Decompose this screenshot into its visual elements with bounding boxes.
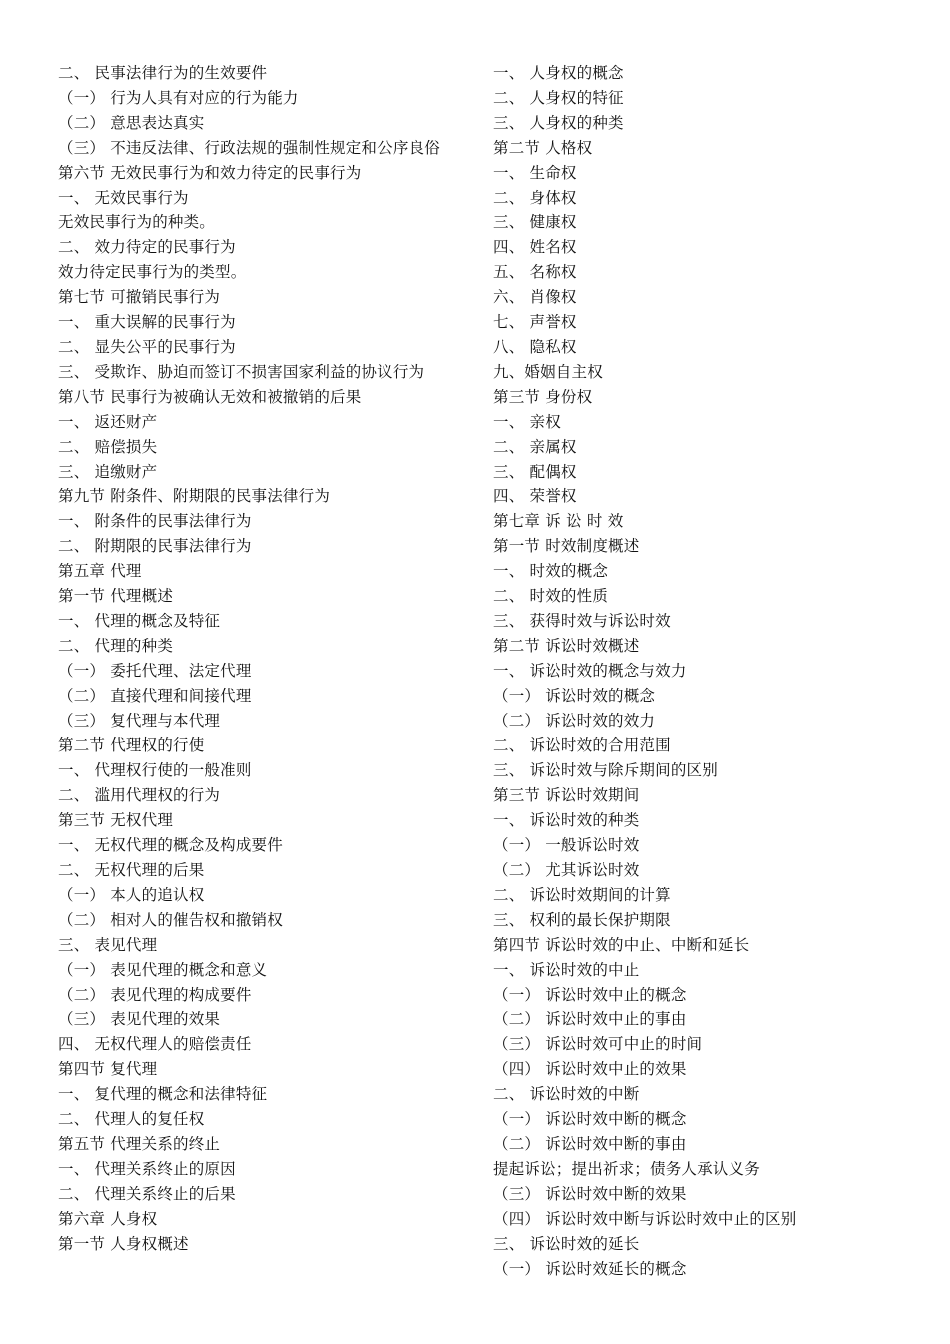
outline-line: 第二节 诉讼时效概述 — [493, 636, 640, 655]
outline-line: （一） 诉讼时效中断的概念 — [493, 1110, 687, 1129]
outline-line: 二、 民事法律行为的生效要件 — [58, 64, 268, 82]
outline-line: 一、 重大误解的民事行为 — [58, 313, 236, 332]
outline-line: 三、 获得时效与诉讼时效 — [493, 611, 671, 630]
outline-line: 三、 表见代理 — [58, 935, 158, 954]
outline-line: 第五章 代理 — [58, 562, 142, 581]
right-column — [493, 61, 913, 1281]
outline-line: 第九节 附条件、附期限的民事法律行为 — [58, 487, 331, 506]
outline-line: 二、 诉讼时效的合用范围 — [493, 736, 671, 755]
outline-line: 二、 代理的种类 — [58, 636, 174, 655]
outline-line: 三、 诉讼时效的延长 — [493, 1234, 640, 1253]
outline-line: 一、 复代理的概念和法律特征 — [58, 1085, 268, 1104]
outline-line: 二、 滥用代理权的行为 — [58, 786, 221, 805]
outline-line: 二、 显失公平的民事行为 — [58, 337, 236, 356]
outline-line: 一、 返还财产 — [58, 412, 158, 431]
outline-line: （三） 不违反法律、行政法规的强制性规定和公序良俗 — [58, 138, 440, 157]
outline-line: 一、 时效的概念 — [493, 562, 609, 581]
outline-line: （二） 相对人的催告权和撤销权 — [58, 910, 283, 929]
outline-line: 二、 代理关系终止的后果 — [58, 1184, 236, 1203]
outline-line: （一） 诉讼时效的概念 — [493, 686, 656, 705]
outline-line: 一、 生命权 — [493, 163, 577, 182]
outline-line: （一） 委托代理、法定代理 — [58, 661, 252, 680]
outline-line: （二） 直接代理和间接代理 — [58, 686, 252, 705]
outline-line: （一） 本人的追认权 — [58, 885, 205, 904]
outline-line: 第二节 代理权的行使 — [58, 736, 205, 755]
outline-line: 一、 无效民事行为 — [58, 188, 189, 207]
outline-line: 三、 配偶权 — [493, 462, 577, 481]
outline-line: （二） 诉讼时效中止的事由 — [493, 1010, 687, 1029]
outline-line: 二、 诉讼时效期间的计算 — [493, 885, 671, 904]
outline-line: 三、 权利的最长保护期限 — [493, 910, 671, 929]
outline-line: 第四节 复代理 — [58, 1060, 158, 1079]
outline-line: 第六章 人身权 — [58, 1209, 158, 1228]
outline-line: 三、 健康权 — [493, 213, 577, 232]
outline-line: （二） 尤其诉讼时效 — [493, 861, 640, 879]
outline-line: （四） 诉讼时效中断与诉讼时效中止的区别 — [493, 1209, 797, 1228]
outline-line: 一、 附条件的民事法律行为 — [58, 512, 252, 531]
outline-line: 九、婚姻自主权 — [493, 362, 603, 381]
outline-line: 一、 诉讼时效的概念与效力 — [493, 661, 687, 680]
outline-line: 第一节 代理概述 — [58, 587, 174, 606]
outline-line: 三、 诉讼时效与除斥期间的区别 — [493, 761, 718, 780]
outline-line: （三） 表见代理的效果 — [58, 1010, 221, 1029]
outline-line: （二） 表见代理的构成要件 — [58, 985, 252, 1004]
outline-line: 二、 诉讼时效的中断 — [493, 1085, 640, 1104]
outline-line: 二、 附期限的民事法律行为 — [58, 537, 252, 556]
outline-line: 第四节 诉讼时效的中止、中断和延长 — [493, 935, 750, 954]
outline-line: 二、 代理人的复任权 — [58, 1110, 205, 1129]
outline-line: 二、 亲属权 — [493, 437, 577, 456]
outline-line: （三） 复代理与本代理 — [58, 711, 221, 730]
outline-line: 二、 人身权的特征 — [493, 88, 624, 107]
outline-line: 二、 效力待定的民事行为 — [58, 238, 236, 257]
outline-line: 一、 人身权的概念 — [493, 64, 624, 82]
outline-line: （三） 诉讼时效中断的效果 — [493, 1184, 687, 1203]
outline-line: 效力待定民事行为的类型。 — [58, 263, 247, 282]
outline-line: 八、 隐私权 — [493, 337, 577, 356]
outline-line: 一、 代理权行使的一般准则 — [58, 761, 252, 780]
outline-line: 三、 追缴财产 — [58, 462, 158, 481]
outline-line: 一、 诉讼时效的中止 — [493, 960, 640, 979]
outline-line: 第二节 人格权 — [493, 138, 593, 157]
outline-line: （一） 表见代理的概念和意义 — [58, 960, 268, 979]
outline-line: 四、 姓名权 — [493, 238, 577, 257]
outline-line: 无效民事行为的种类。 — [58, 213, 216, 232]
outline-line: 二、 时效的性质 — [493, 587, 609, 606]
outline-line: （一） 诉讼时效中止的概念 — [493, 985, 687, 1004]
outline-line: （二） 诉讼时效的效力 — [493, 711, 656, 730]
outline-line: 七、 声誉权 — [493, 313, 577, 332]
outline-line: 第三节 无权代理 — [58, 811, 174, 830]
outline-line: （一） 行为人具有对应的行为能力 — [58, 88, 299, 107]
outline-line: （二） 意思表达真实 — [58, 113, 205, 132]
outline-line: 一、 无权代理的概念及构成要件 — [58, 836, 283, 855]
outline-line: 六、 肖像权 — [493, 288, 577, 307]
outline-line: （四） 诉讼时效中止的效果 — [493, 1060, 687, 1079]
outline-line: 第八节 民事行为被确认无效和被撤销的后果 — [58, 387, 362, 406]
outline-line: 一、 亲权 — [493, 412, 561, 431]
outline-line: 四、 荣誉权 — [493, 487, 577, 506]
outline-line: 四、 无权代理人的赔偿责任 — [58, 1035, 252, 1054]
outline-line: （二） 诉讼时效中断的事由 — [493, 1134, 687, 1153]
left-column — [58, 61, 468, 1257]
outline-line: 第一节 时效制度概述 — [493, 537, 640, 556]
outline-line: 第一节 人身权概述 — [58, 1234, 189, 1253]
outline-line: 一、 诉讼时效的种类 — [493, 811, 640, 830]
outline-line: 第三节 诉讼时效期间 — [493, 786, 640, 805]
outline-line: 提起诉讼；提出祈求；债务人承认义务 — [493, 1159, 760, 1178]
outline-line: 三、 人身权的种类 — [493, 113, 624, 132]
outline-line: 第五节 代理关系的终止 — [58, 1134, 221, 1153]
outline-line: （三） 诉讼时效可中止的时间 — [493, 1035, 703, 1054]
outline-line: 二、 无权代理的后果 — [58, 861, 205, 879]
outline-line: 二、 身体权 — [493, 188, 577, 207]
outline-line: 一、 代理的概念及特征 — [58, 611, 221, 630]
outline-line: 第七章 诉 讼 时 效 — [493, 512, 624, 531]
outline-line: 第三节 身份权 — [493, 387, 593, 406]
outline-line: 第六节 无效民事行为和效力待定的民事行为 — [58, 163, 362, 182]
outline-line: 五、 名称权 — [493, 263, 577, 282]
outline-line: 第七节 可撤销民事行为 — [58, 288, 221, 307]
outline-line: （一） 诉讼时效延长的概念 — [493, 1259, 687, 1278]
outline-line: 一、 代理关系终止的原因 — [58, 1159, 236, 1178]
outline-line: 二、 赔偿损失 — [58, 437, 158, 456]
outline-line: 三、 受欺诈、胁迫而签订不损害国家利益的协议行为 — [58, 362, 425, 381]
outline-line: （一） 一般诉讼时效 — [493, 836, 640, 855]
